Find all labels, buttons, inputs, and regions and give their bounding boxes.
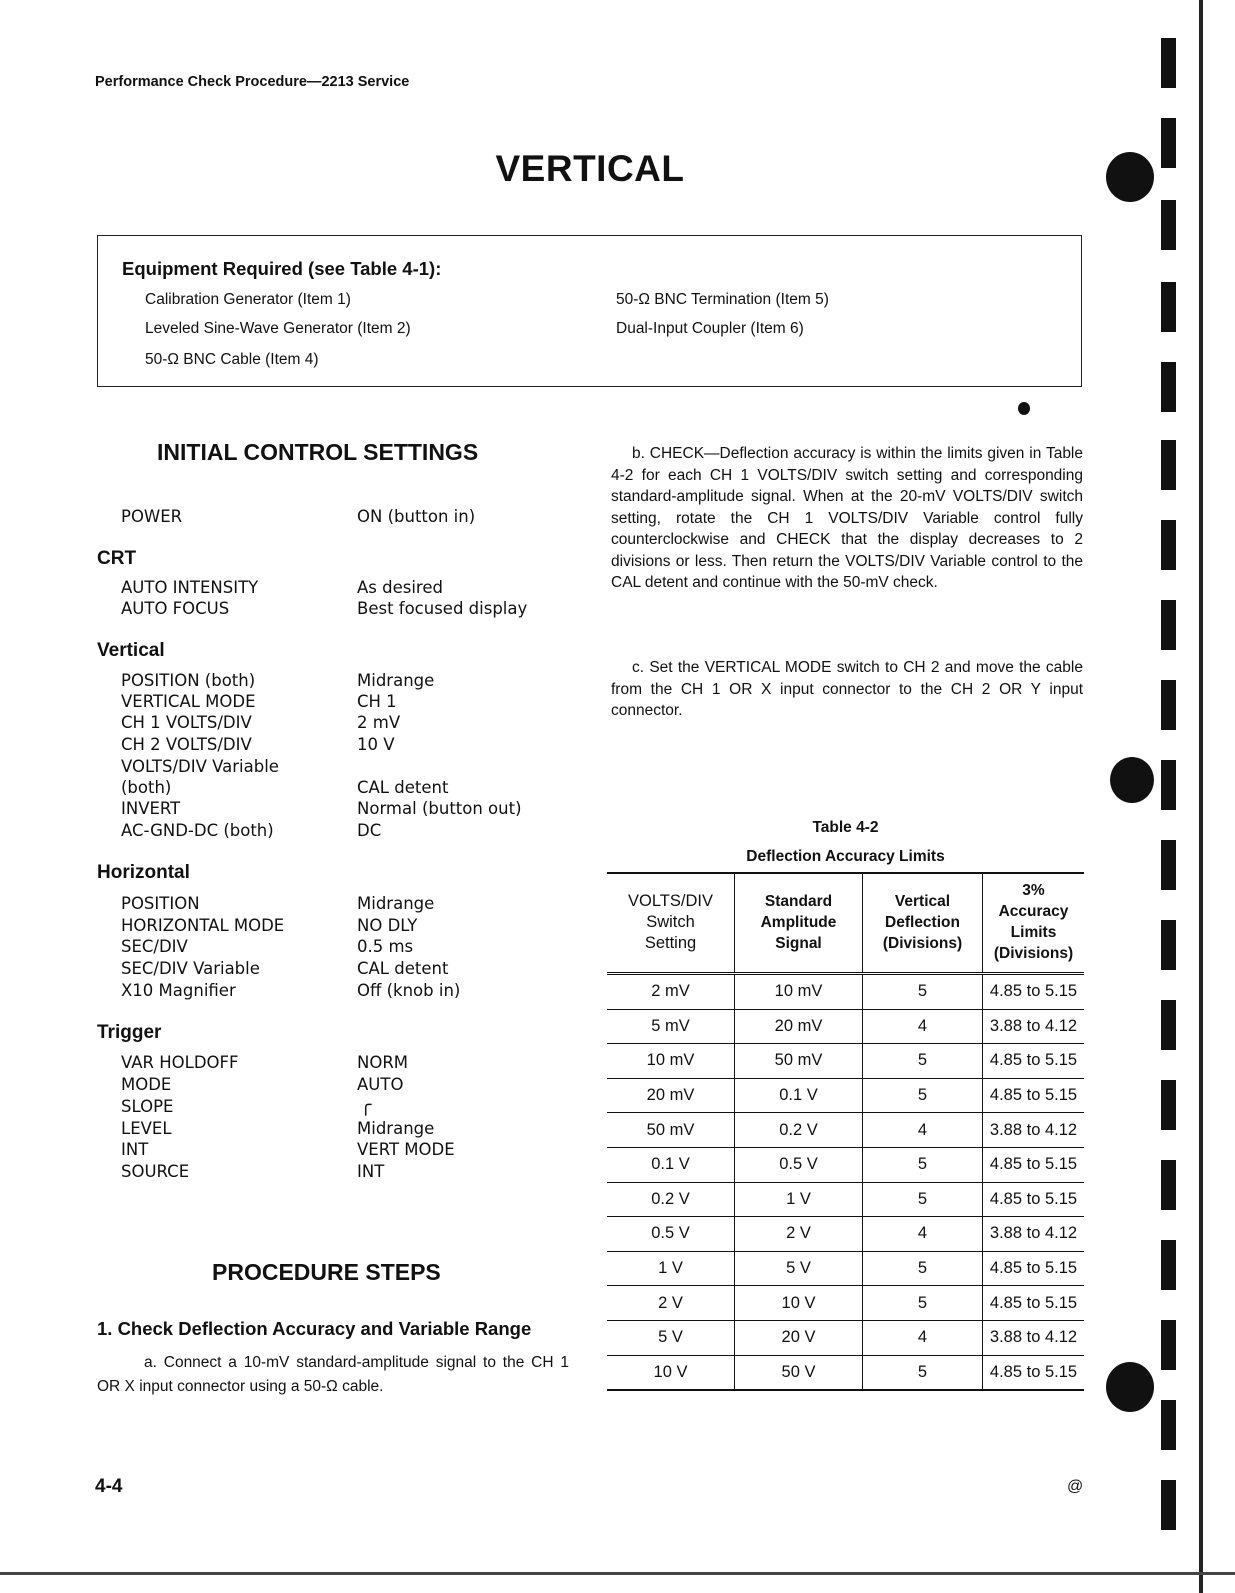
table-cell: 1 V bbox=[607, 1251, 735, 1286]
table-cell: 4.85 to 5.15 bbox=[983, 1182, 1085, 1217]
binding-mark bbox=[1161, 1240, 1176, 1290]
bottom-edge-line bbox=[0, 1572, 1235, 1575]
deflection-accuracy-table bbox=[607, 872, 1084, 1391]
table-row bbox=[607, 1078, 1084, 1113]
table-header-row bbox=[607, 873, 1084, 974]
equipment-item: Calibration Generator (Item 1) bbox=[145, 291, 351, 308]
setting-value: NORM bbox=[357, 1053, 409, 1072]
setting-value: Normal (button out) bbox=[357, 799, 522, 818]
binding-mark bbox=[1161, 1080, 1176, 1130]
setting-name: POWER bbox=[121, 507, 183, 526]
setting-value: VERT MODE bbox=[357, 1140, 455, 1159]
group-title-vertical: Vertical bbox=[97, 640, 165, 661]
binding-mark bbox=[1161, 200, 1176, 250]
setting-name: INVERT bbox=[121, 799, 181, 818]
group-title-crt: CRT bbox=[97, 548, 137, 569]
table-cell: 4 bbox=[863, 1113, 983, 1148]
table-cell: 2 mV bbox=[607, 974, 735, 1010]
equipment-item: Dual-Input Coupler (Item 6) bbox=[616, 320, 804, 337]
running-head: Performance Check Procedure—2213 Service bbox=[95, 74, 410, 90]
binding-mark bbox=[1161, 118, 1176, 168]
table-row bbox=[607, 1286, 1084, 1321]
binding-mark bbox=[1161, 38, 1176, 88]
setting-value: Midrange bbox=[357, 1119, 435, 1138]
setting-value: ON (button in) bbox=[357, 507, 476, 526]
table-row bbox=[607, 1320, 1084, 1355]
table-cell: 3.88 to 4.12 bbox=[983, 1009, 1085, 1044]
setting-name: X10 Magnifier bbox=[121, 981, 236, 1000]
binding-mark bbox=[1161, 440, 1176, 490]
setting-name: AC-GND-DC (both) bbox=[121, 821, 274, 840]
table-cell: 0.1 V bbox=[607, 1147, 735, 1182]
table-cell: 50 mV bbox=[735, 1044, 863, 1079]
setting-value: Best focused display bbox=[357, 599, 528, 618]
table-cell: 4.85 to 5.15 bbox=[983, 1044, 1085, 1079]
table-cell: 3.88 to 4.12 bbox=[983, 1217, 1085, 1252]
setting-name: SEC/DIV Variable bbox=[121, 959, 260, 978]
table-cell: 5 bbox=[863, 1078, 983, 1113]
table-row bbox=[607, 1355, 1084, 1390]
table-cell: 5 mV bbox=[607, 1009, 735, 1044]
setting-name: AUTO INTENSITY bbox=[121, 578, 259, 597]
table-cell: 10 V bbox=[735, 1286, 863, 1321]
setting-value: INT bbox=[357, 1162, 385, 1181]
table-row bbox=[607, 1113, 1084, 1148]
table-row bbox=[607, 1217, 1084, 1252]
setting-name: INT bbox=[121, 1140, 149, 1159]
setting-value: 10 V bbox=[357, 735, 395, 754]
table-cell: 5 bbox=[863, 1182, 983, 1217]
setting-value: DC bbox=[357, 821, 382, 840]
table-cell: 5 bbox=[863, 1355, 983, 1390]
setting-name: POSITION (both) bbox=[121, 671, 256, 690]
table-cell: 4 bbox=[863, 1009, 983, 1044]
table-cell: 5 bbox=[863, 1251, 983, 1286]
table-row bbox=[607, 1009, 1084, 1044]
table-cell: 5 bbox=[863, 1286, 983, 1321]
setting-value: NO DLY bbox=[357, 916, 418, 935]
setting-value: As desired bbox=[357, 578, 443, 597]
slope-symbol: ╭ bbox=[360, 1094, 372, 1116]
binding-mark bbox=[1161, 1400, 1176, 1450]
table-cell: 0.2 V bbox=[607, 1182, 735, 1217]
binding-mark bbox=[1161, 520, 1176, 570]
setting-name: SOURCE bbox=[121, 1162, 190, 1181]
binding-edge-line bbox=[1199, 0, 1203, 1593]
equipment-item: 50-Ω BNC Cable (Item 4) bbox=[145, 351, 319, 368]
binding-mark bbox=[1161, 920, 1176, 970]
ink-speck bbox=[1018, 402, 1030, 415]
table-cell: 0.5 V bbox=[735, 1147, 863, 1182]
setting-name: SEC/DIV bbox=[121, 937, 188, 956]
table-cell: 5 bbox=[863, 1147, 983, 1182]
setting-value: CAL detent bbox=[357, 959, 449, 978]
table-cell: 50 mV bbox=[607, 1113, 735, 1148]
equipment-item: Leveled Sine-Wave Generator (Item 2) bbox=[145, 320, 411, 337]
punch-hole-dot bbox=[1110, 757, 1154, 803]
binding-mark bbox=[1161, 840, 1176, 890]
step-1a-text: a. Connect a 10-mV standard-amplitude signal to the CH 1 OR X input connector using a 50-Ω cable. bbox=[97, 1354, 569, 1395]
setting-name: LEVEL bbox=[121, 1119, 172, 1138]
binding-mark bbox=[1161, 1320, 1176, 1370]
table-cell: 4.85 to 5.15 bbox=[983, 974, 1085, 1010]
table-cell: 1 V bbox=[735, 1182, 863, 1217]
equipment-heading: Equipment Required (see Table 4-1): bbox=[122, 258, 442, 279]
setting-value: CH 1 bbox=[357, 692, 397, 711]
table-cell: 50 V bbox=[735, 1355, 863, 1390]
group-title-horizontal: Horizontal bbox=[97, 862, 190, 883]
setting-value: Midrange bbox=[357, 894, 435, 913]
setting-name: (both) bbox=[121, 778, 172, 797]
column-header: Vertical Deflection (Divisions) bbox=[863, 873, 983, 974]
para-b: b. CHECK—Deflection accuracy is within the limits given in Table 4-2 for each CH 1 VOLTS/DIV switch setting and corresponding standard-amplitude signal. When at the 20-mV VOLTS/DIV switch setting, rotate the CH 1 VOLTS/DIV Variable control fully counterclockwise and CHECK that the display decreases to 2 divisions or less. Then return the VOLTS/DIV Variable control to the CAL detent and continue with the 50-mV check. bbox=[611, 445, 1083, 591]
table-cell: 0.2 V bbox=[735, 1113, 863, 1148]
setting-value: 0.5 ms bbox=[357, 937, 414, 956]
table-row bbox=[607, 1182, 1084, 1217]
setting-value: 2 mV bbox=[357, 713, 401, 732]
setting-value: CAL detent bbox=[357, 778, 449, 797]
table-cell: 10 mV bbox=[735, 974, 863, 1010]
table-cell: 4 bbox=[863, 1320, 983, 1355]
table-row bbox=[607, 1251, 1084, 1286]
table-cell: 10 mV bbox=[607, 1044, 735, 1079]
binding-mark bbox=[1161, 362, 1176, 412]
footer-symbol: @ bbox=[1067, 1478, 1084, 1495]
binding-mark bbox=[1161, 1000, 1176, 1050]
punch-hole-dot bbox=[1106, 152, 1154, 202]
table-row bbox=[607, 1147, 1084, 1182]
table-cell: 4.85 to 5.15 bbox=[983, 1078, 1085, 1113]
setting-name: CH 2 VOLTS/DIV bbox=[121, 735, 252, 754]
group-title-trigger: Trigger bbox=[97, 1022, 162, 1043]
initial-settings-title: INITIAL CONTROL SETTINGS bbox=[157, 439, 479, 465]
setting-name: POSITION bbox=[121, 894, 200, 913]
table-cell: 2 V bbox=[735, 1217, 863, 1252]
setting-name: HORIZONTAL MODE bbox=[121, 916, 285, 935]
table-cell: 5 V bbox=[735, 1251, 863, 1286]
setting-name: MODE bbox=[121, 1075, 172, 1094]
equipment-item: 50-Ω BNC Termination (Item 5) bbox=[616, 291, 829, 308]
column-header: VOLTS/DIV Switch Setting bbox=[607, 873, 735, 974]
setting-name: VOLTS/DIV Variable bbox=[121, 757, 279, 776]
table-cell: 4.85 to 5.15 bbox=[983, 1251, 1085, 1286]
table-cell: 10 V bbox=[607, 1355, 735, 1390]
binding-mark bbox=[1161, 600, 1176, 650]
setting-name: AUTO FOCUS bbox=[121, 599, 230, 618]
page-title: VERTICAL bbox=[495, 148, 685, 189]
binding-mark bbox=[1161, 1160, 1176, 1210]
setting-name: SLOPE bbox=[121, 1097, 174, 1116]
procedure-title: PROCEDURE STEPS bbox=[212, 1259, 441, 1285]
table-row bbox=[607, 1044, 1084, 1079]
binding-mark bbox=[1161, 282, 1176, 332]
table-number: Table 4-2 bbox=[812, 819, 879, 836]
table-cell: 4.85 to 5.15 bbox=[983, 1286, 1085, 1321]
table-cell: 3.88 to 4.12 bbox=[983, 1113, 1085, 1148]
column-header: Standard Amplitude Signal bbox=[735, 873, 863, 974]
binding-mark bbox=[1161, 680, 1176, 730]
table-cell: 20 V bbox=[735, 1320, 863, 1355]
para-c: c. Set the VERTICAL MODE switch to CH 2 and move the cable from the CH 1 OR X input connector to the CH 2 OR Y input connector. bbox=[611, 659, 1083, 719]
table-cell: 4.85 to 5.15 bbox=[983, 1355, 1085, 1390]
table-cell: 2 V bbox=[607, 1286, 735, 1321]
table-cell: 20 mV bbox=[607, 1078, 735, 1113]
table-cell: 3.88 to 4.12 bbox=[983, 1320, 1085, 1355]
table-cell: 20 mV bbox=[735, 1009, 863, 1044]
table-cell: 5 bbox=[863, 974, 983, 1010]
binding-mark bbox=[1161, 760, 1176, 810]
setting-name: CH 1 VOLTS/DIV bbox=[121, 713, 252, 732]
setting-value: Midrange bbox=[357, 671, 435, 690]
setting-value: AUTO bbox=[357, 1075, 404, 1094]
column-header: 3% Accuracy Limits (Divisions) bbox=[983, 873, 1085, 974]
table-cell: 4 bbox=[863, 1217, 983, 1252]
step-1-title: 1. Check Deflection Accuracy and Variable Range bbox=[97, 1318, 532, 1339]
table-cell: 0.1 V bbox=[735, 1078, 863, 1113]
setting-value: Off (knob in) bbox=[357, 981, 461, 1000]
table-cell: 4.85 to 5.15 bbox=[983, 1147, 1085, 1182]
punch-hole-dot bbox=[1106, 1362, 1154, 1412]
setting-name: VAR HOLDOFF bbox=[121, 1053, 239, 1072]
table-cell: 5 bbox=[863, 1044, 983, 1079]
table-caption: Deflection Accuracy Limits bbox=[746, 848, 945, 865]
table-row bbox=[607, 974, 1084, 1010]
table-cell: 5 V bbox=[607, 1320, 735, 1355]
setting-name: VERTICAL MODE bbox=[121, 692, 256, 711]
binding-mark bbox=[1161, 1480, 1176, 1530]
page-number: 4-4 bbox=[95, 1476, 123, 1497]
table-cell: 0.5 V bbox=[607, 1217, 735, 1252]
